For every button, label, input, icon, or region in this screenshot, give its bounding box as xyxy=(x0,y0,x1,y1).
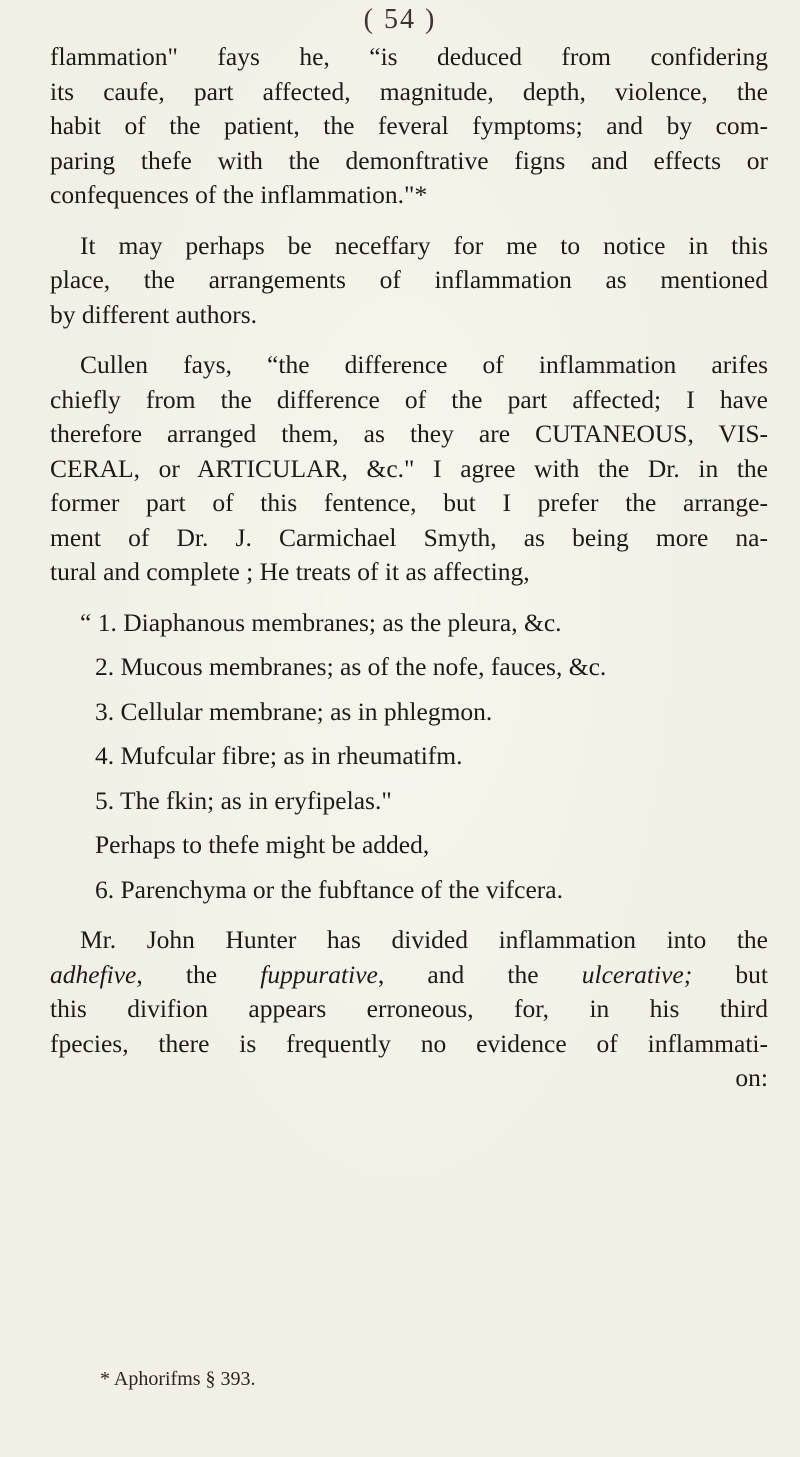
text-fragment: , and the xyxy=(377,959,582,989)
italic-term: ulcerative; xyxy=(581,959,693,989)
text-line: place, the arrangements of inflammation as mentioned xyxy=(50,265,768,294)
text-fragment: but xyxy=(692,959,768,989)
list-item: 2. Mucous membranes; as of the nofe, fauces, &c. xyxy=(95,652,607,681)
text-line: CERAL, or ARTICULAR, &c." I agree with the Dr. in the xyxy=(50,453,768,483)
list-item: “ 1. Diaphanous membranes; as the pleura, &c. xyxy=(80,607,562,637)
catchword: on: xyxy=(735,1063,768,1092)
list-item: 5. The fkin; as in eryfipelas." xyxy=(95,785,392,815)
text-line: Cullen fays, “the difference of inflammation arifes xyxy=(80,350,768,379)
text-line: fpecies, there is frequently no evidence of inflammati- xyxy=(50,1028,768,1058)
list-item: 6. Parenchyma or the fubftance of the vifcera. xyxy=(95,874,563,904)
text-line: habit of the patient, the feveral fymptoms; and by com- xyxy=(50,111,768,140)
text-line: confequences of the inflammation."* xyxy=(50,180,428,209)
footnote: * Aphorifms § 393. xyxy=(100,1368,256,1390)
list-item: 4. Mufcular fibre; as in rheumatifm. xyxy=(95,741,463,770)
text-line: former part of this fentence, but I prefer the arrange- xyxy=(50,488,768,517)
list-item: 3. Cellular membrane; as in phlegmon. xyxy=(95,696,493,726)
italic-term: fuppurative xyxy=(260,959,378,989)
text-line: paring thefe with the demonftrative figns and effects or xyxy=(50,145,768,175)
text-line: its caufe, part affected, magnitude, depth, violence, the xyxy=(50,76,768,106)
text-line: tural and complete ; He treats of it as affecting, xyxy=(50,557,530,586)
body-text xyxy=(50,40,768,1096)
text-line: ment of Dr. J. Carmichael Smyth, as being more na- xyxy=(50,522,768,552)
italic-term: adhefive xyxy=(50,959,137,989)
text-line: Mr. John Hunter has divided inflammation into the xyxy=(80,925,768,954)
text-line: Perhaps to thefe might be added, xyxy=(95,830,430,859)
text-line xyxy=(50,958,768,993)
text-line: by different authors. xyxy=(50,299,258,329)
text-line: flammation" fays he, “is deduced from confidering xyxy=(50,42,768,71)
text-line: therefore arranged them, as they are CUTANEOUS, VIS- xyxy=(50,419,768,448)
text-fragment: , the xyxy=(136,959,261,989)
text-line: It may perhaps be neceffary for me to notice in this xyxy=(80,230,768,260)
text-line: chiefly from the difference of the part affected; I have xyxy=(50,384,768,414)
text-line: this divifion appears erroneous, for, in his third xyxy=(50,994,768,1023)
page-number: ( 54 ) xyxy=(363,4,437,35)
